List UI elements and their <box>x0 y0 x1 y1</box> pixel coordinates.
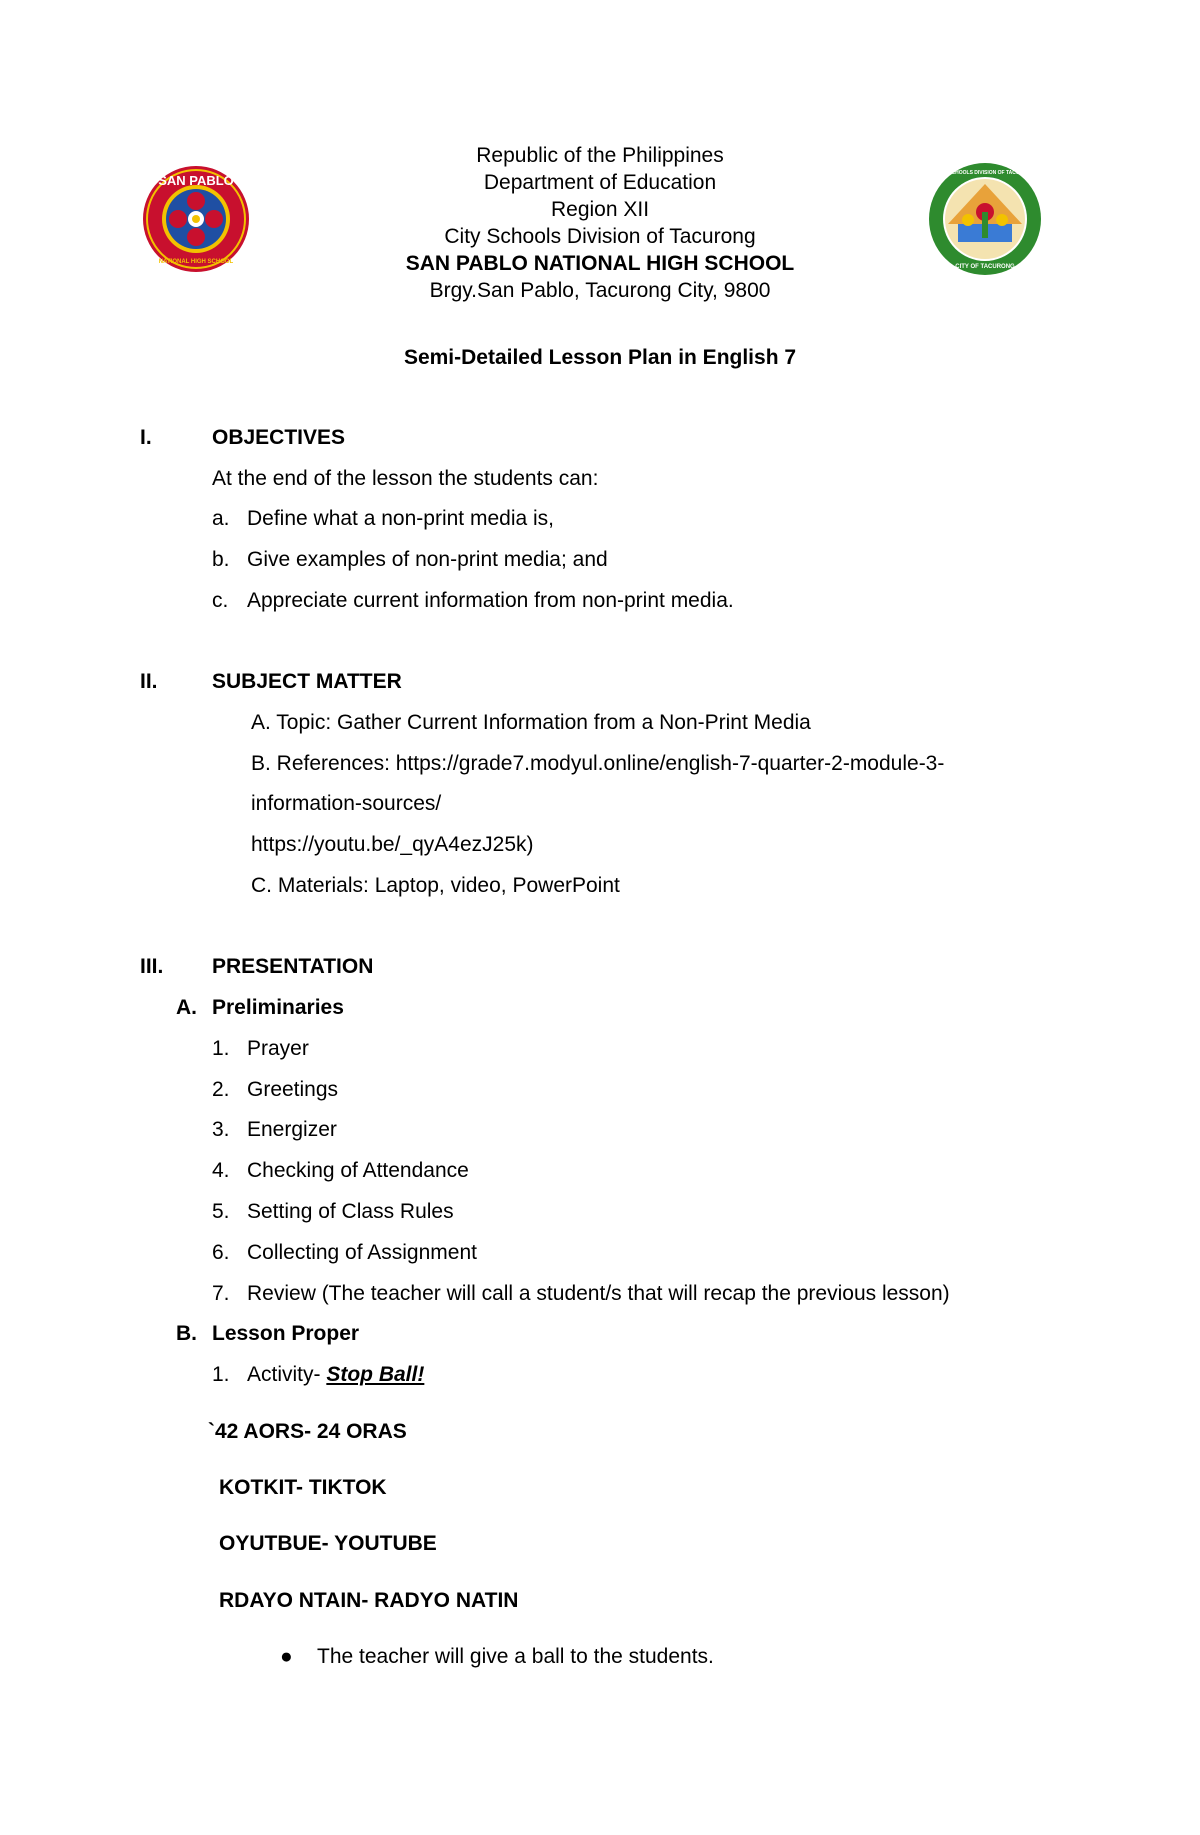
header-school-name: SAN PABLO NATIONAL HIGH SCHOOL <box>405 252 795 275</box>
activity-line <box>247 1363 424 1387</box>
bullet-text: The teacher will give a ball to the students. <box>317 1645 714 1668</box>
preliminaries-label: A. <box>176 996 197 1019</box>
section-heading-presentation: PRESENTATION <box>212 955 374 978</box>
lesson-proper-label: B. <box>176 1322 197 1345</box>
activity-marker: 1. <box>212 1363 230 1386</box>
jumbled-word: RDAYO NTAIN- RADYO NATIN <box>219 1589 519 1612</box>
jumbled-word: KOTKIT- TIKTOK <box>219 1476 387 1499</box>
objective-item: Give examples of non-print media; and <box>247 548 608 571</box>
objective-item: Appreciate current information from non-print media. <box>247 589 734 612</box>
prelim-item: Prayer <box>247 1037 309 1060</box>
prelim-marker: 5. <box>212 1200 230 1223</box>
objective-marker: b. <box>212 548 230 571</box>
header-republic: Republic of the Philippines <box>476 144 724 167</box>
section-heading-subject: SUBJECT MATTER <box>212 670 402 693</box>
prelim-item: Review (The teacher will call a student/s that will recap the previous lesson) <box>247 1282 950 1305</box>
objective-item: Define what a non-print media is, <box>247 507 554 530</box>
section-heading-objectives: OBJECTIVES <box>212 426 346 449</box>
jumbled-word: OYUTBUE- YOUTUBE <box>219 1532 437 1555</box>
objective-marker: a. <box>212 507 230 530</box>
section-number-objectives: I. <box>140 426 152 449</box>
subject-topic: A. Topic: Gather Current Information from a Non-Print Media <box>251 711 811 734</box>
prelim-marker: 2. <box>212 1078 230 1101</box>
prelim-item: Greetings <box>247 1078 339 1101</box>
activity-prefix: Activity- <box>247 1363 327 1386</box>
lesson-proper-heading: Lesson Proper <box>212 1322 360 1345</box>
seal-bottom-text: NATIONAL HIGH SCHOOL <box>158 259 234 265</box>
seal-top-text: SAN PABLO <box>158 173 234 188</box>
activity-name: Stop Ball! <box>326 1363 425 1386</box>
jumbled-word: `42 AORS- 24 ORAS <box>208 1420 407 1443</box>
prelim-marker: 3. <box>212 1118 230 1141</box>
division-seal-bottom-text: CITY OF TACURONG <box>955 264 1015 270</box>
prelim-item: Setting of Class Rules <box>247 1200 454 1223</box>
subject-references-cont: information-sources/ <box>251 792 442 815</box>
header-division: City Schools Division of Tacurong <box>444 225 756 248</box>
objectives-intro: At the end of the lesson the students can: <box>212 467 599 490</box>
prelim-item: Energizer <box>247 1118 337 1141</box>
prelim-marker: 7. <box>212 1282 230 1305</box>
prelim-item: Collecting of Assignment <box>247 1241 477 1264</box>
bullet-icon: ● <box>280 1645 293 1668</box>
prelim-marker: 1. <box>212 1037 230 1060</box>
section-number-presentation: III. <box>140 955 164 978</box>
prelim-item: Checking of Attendance <box>247 1159 469 1182</box>
objective-marker: c. <box>212 589 229 612</box>
preliminaries-heading: Preliminaries <box>212 996 344 1019</box>
header-address: Brgy.San Pablo, Tacurong City, 9800 <box>429 279 771 302</box>
document-title: Semi-Detailed Lesson Plan in English 7 <box>403 346 797 369</box>
subject-references: B. References: https://grade7.modyul.online/english-7-quarter-2-module-3- <box>251 752 945 775</box>
division-seal-text: CITY SCHOOLS DIVISION OF TACURONG <box>935 170 1035 176</box>
header-region: Region XII <box>550 198 650 221</box>
prelim-marker: 4. <box>212 1159 230 1182</box>
subject-references-video: https://youtu.be/_qyA4ezJ25k) <box>251 833 534 856</box>
prelim-marker: 6. <box>212 1241 230 1264</box>
header-department: Department of Education <box>483 171 717 194</box>
section-number-subject: II. <box>140 670 158 693</box>
subject-materials: C. Materials: Laptop, video, PowerPoint <box>251 874 620 897</box>
school-seal-logo <box>142 165 250 273</box>
